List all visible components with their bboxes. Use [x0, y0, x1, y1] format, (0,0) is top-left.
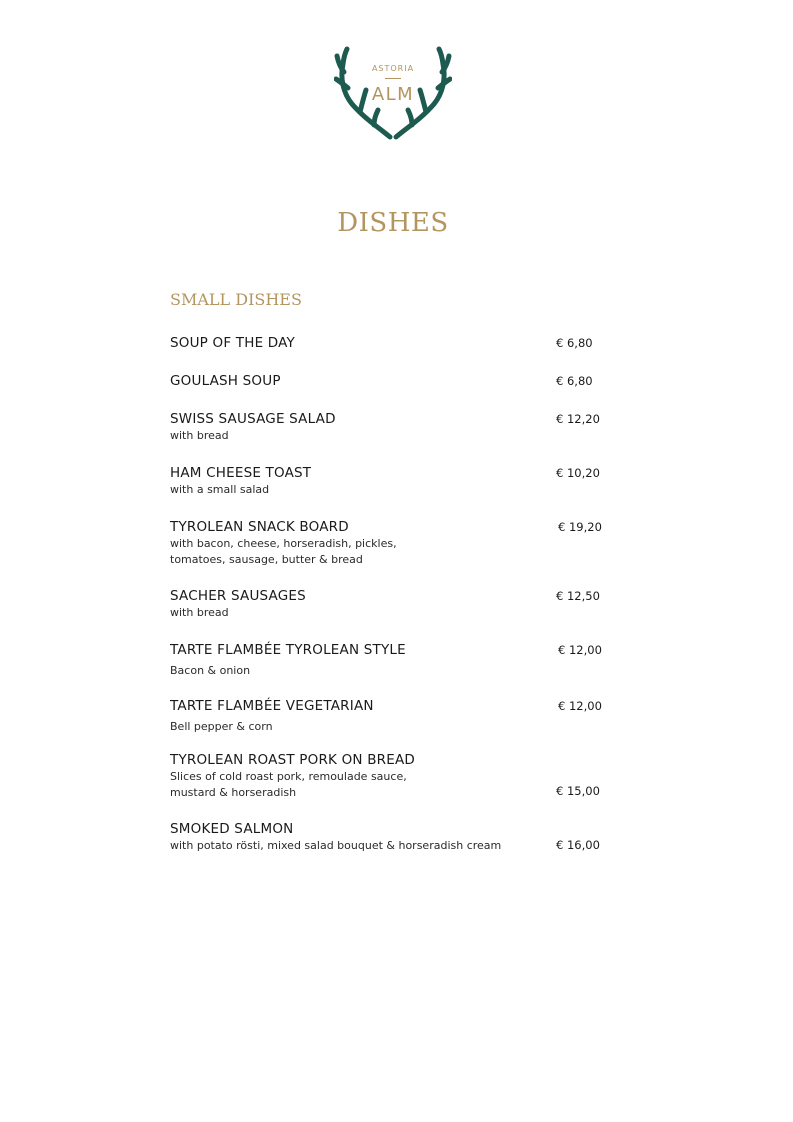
item-price: € 10,20 — [556, 466, 600, 480]
item-name: GOULASH SOUP — [170, 373, 281, 389]
menu-item — [170, 410, 610, 444]
menu-item — [170, 464, 610, 498]
item-price: € 12,00 — [558, 643, 602, 657]
item-description: with a small salad — [170, 483, 270, 496]
menu-item — [170, 820, 610, 854]
item-name: SWISS SAUSAGE SALAD — [170, 411, 336, 427]
menu-item — [170, 751, 610, 801]
item-name: TYROLEAN SNACK BOARD — [170, 519, 349, 535]
item-description: with bread — [170, 606, 229, 619]
menu-item — [170, 697, 610, 735]
item-price: € 19,20 — [558, 520, 602, 534]
menu-item — [170, 518, 610, 568]
item-price: € 15,00 — [556, 784, 600, 798]
item-description: Slices of cold roast pork, remoulade sauce, — [170, 770, 407, 783]
logo-divider — [385, 78, 401, 79]
menu-item — [170, 587, 610, 621]
item-description: with potato rösti, mixed salad bouquet & horseradish cream — [170, 839, 502, 852]
item-price: € 16,00 — [556, 838, 600, 852]
menu-item — [170, 372, 610, 390]
item-description: with bacon, cheese, horseradish, pickles, — [170, 537, 397, 550]
item-description: mustard & horseradish — [170, 786, 297, 799]
item-name: SMOKED SALMON — [170, 821, 294, 837]
item-name: TARTE FLAMBÉE VEGETARIAN — [170, 698, 374, 714]
item-description: Bell pepper & corn — [170, 720, 273, 733]
item-price: € 12,00 — [558, 699, 602, 713]
section-title: SMALL DISHES — [170, 290, 302, 309]
logo-top-text: ASTORIA — [371, 64, 415, 73]
item-price: € 6,80 — [556, 374, 593, 388]
item-name: SOUP OF THE DAY — [170, 335, 296, 351]
logo-main-text: ALM — [371, 84, 415, 105]
item-name: TYROLEAN ROAST PORK ON BREAD — [170, 752, 415, 768]
item-description: Bacon & onion — [170, 664, 251, 677]
item-price: € 12,20 — [556, 412, 600, 426]
item-description: with bread — [170, 429, 229, 442]
item-description: tomatoes, sausage, butter & bread — [170, 553, 363, 566]
item-name: HAM CHEESE TOAST — [170, 465, 312, 481]
menu-item — [170, 641, 610, 679]
menu-item — [170, 334, 610, 352]
item-price: € 12,50 — [556, 589, 600, 603]
item-name: TARTE FLAMBÉE TYROLEAN STYLE — [170, 642, 406, 658]
page-title: DISHES — [337, 208, 449, 238]
item-price: € 6,80 — [556, 336, 593, 350]
item-name: SACHER SAUSAGES — [170, 588, 306, 604]
